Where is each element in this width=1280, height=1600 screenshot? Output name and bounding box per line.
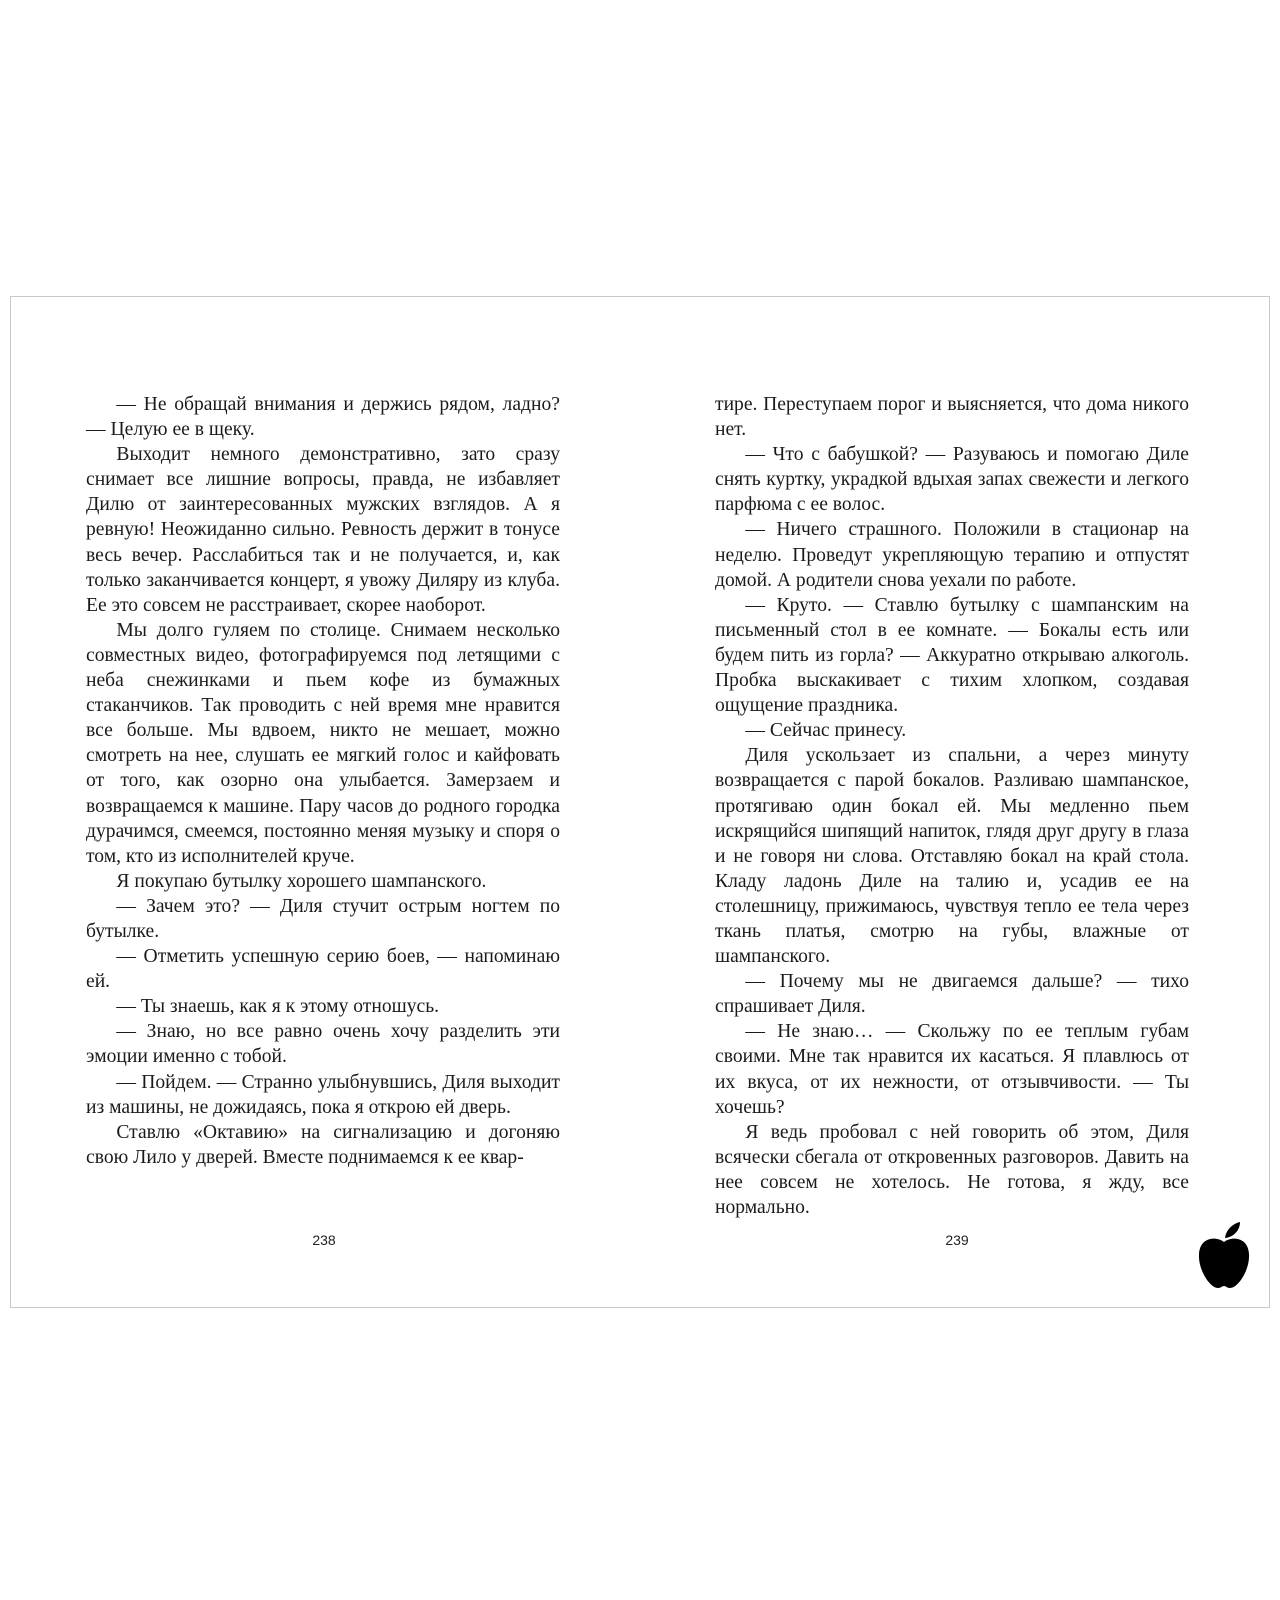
paragraph: — Сейчас принесу. [745, 720, 907, 742]
apple-icon [1196, 1218, 1252, 1290]
paragraph: — Круто. — Ставлю бутылку с шампанским на письменный стол в ее комнате. — Бокалы есть или будем пить из горла? — Аккуратно открываю алкоголь. Пробка выскакивает с тихим хлопком, создавая ощущение праздника. [715, 594, 1189, 717]
paragraph: — Знаю, но все равно очень хочу разделить эти эмоции именно с тобой. [86, 1021, 560, 1068]
paragraph: Я ведь пробовал с ней говорить об этом, Диля всячески сбегала от откровенных разговоров. Давить на нее совсем не хотелось. Не готова, я жду, все нормально. [715, 1121, 1189, 1218]
page-number-right: 239 [945, 1232, 969, 1248]
paragraph: — Отметить успешную серию боев, — напоминаю ей. [86, 946, 560, 993]
paragraph: — Пойдем. — Странно улыбнувшись, Диля выходит из машины, не дожидаясь, пока я открою ей дверь. [86, 1071, 560, 1118]
paragraph: — Что с бабушкой? — Разуваюсь и помогаю Диле снять куртку, украдкой вдыхая запах свежести и легкого парфюма с ее волос. [715, 444, 1189, 516]
paragraph-continuation: тире. Переступаем порог и выясняется, что дома никого нет. [715, 394, 1189, 441]
paragraph: — Не обращай внимания и держись рядом, ладно? — Целую ее в щеку. [86, 394, 560, 441]
paragraph: Диля ускользает из спальни, а через минуту возвращается с парой бокалов. Разливаю шампанское, протягиваю один бокал ей. Мы медленно пьем искрящийся шипящий напиток, глядя друг другу в глаза и не говоря ни слова. Отставляю бокал на край стола. Кладу ладонь Диле на талию и, усадив ее на столешницу, прижимаюсь, чувствуя тепло ее тела через ткань платья, смотрю на губы, влажные от шампанского. [715, 745, 1189, 968]
left-page-text [86, 392, 560, 1170]
paragraph: — Не знаю… — Скольжу по ее теплым губам своими. Мне так нравится их касаться. Я плавлюсь от их вкуса, от их нежности, от отзывчивости. — Ты хочешь? [715, 1021, 1189, 1118]
paragraph: Я покупаю бутылку хорошего шампанского. [116, 870, 487, 892]
right-page-text [715, 392, 1189, 1220]
paragraph: — Почему мы не двигаемся дальше? — тихо спрашивает Диля. [715, 971, 1189, 1018]
paragraph: — Ничего страшного. Положили в стационар на неделю. Проведут укрепляющую терапию и отпустят домой. А родители снова уехали по работе. [715, 519, 1189, 591]
page-number-left: 238 [312, 1232, 336, 1248]
paragraph: — Зачем это? — Диля стучит острым ногтем по бутылке. [86, 895, 560, 942]
paragraph: Мы долго гуляем по столице. Снимаем несколько совместных видео, фотографируемся под летящими с неба снежинками и пьем кофе из бумажных стаканчиков. Так проводить с ней время мне нравится все больше. Мы вдвоем, никто не мешает, можно смотреть на нее, слушать ее мягкий голос и кайфовать от того, как озорно она улыбается. Замерзаем и возвращаемся к машине. Пару часов до родного городка дурачимся, смеемся, постоянно меняя музыку и споря о том, кто из исполнителей круче. [86, 619, 560, 867]
paragraph: — Ты знаешь, как я к этому отношусь. [116, 996, 440, 1018]
paragraph: Ставлю «Октавию» на сигнализацию и догоняю свою Лило у дверей. Вместе поднимаемся к ее квар- [86, 1121, 560, 1168]
paragraph: Выходит немного демонстративно, зато сразу снимает все лишние вопросы, правда, не избавляет Дилю от заинтересованных мужских взглядов. А я ревную! Неожиданно сильно. Ревность держит в тонусе весь вечер. Расслабиться так и не получается, и, как только заканчивается концерт, я увожу Диляру из клуба. Ее это совсем не расстраивает, скорее наоборот. [86, 444, 560, 616]
